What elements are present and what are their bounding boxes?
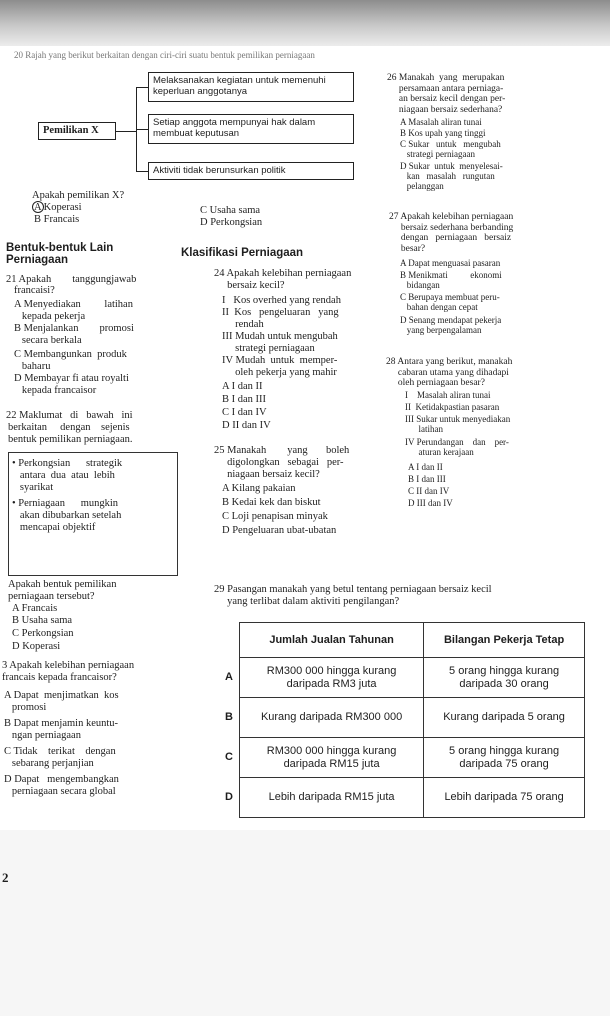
question-24-stem: 24 Apakah kelebihan perniagaan bersaiz kecil?: [214, 268, 352, 291]
option-24-a[interactable]: A I dan II: [222, 381, 263, 392]
option-26-a[interactable]: A Masalah aliran tunai: [400, 117, 482, 127]
statement-28-i: I Masalah aliran tunai: [405, 390, 491, 400]
option-28-c[interactable]: C II dan IV: [408, 486, 450, 496]
option-25-a[interactable]: A Kilang pakaian: [222, 483, 296, 494]
option-27-b[interactable]: B Menikmati ekonomi bidangan: [400, 270, 502, 290]
table-cell-sales: RM300 000 hingga kurang daripada RM15 juta: [240, 738, 424, 778]
option-22-c[interactable]: C Perkongsian: [12, 628, 74, 639]
option-20-a[interactable]: A Koperasi: [34, 202, 82, 213]
section-heading: Klasifikasi Perniagaan: [181, 247, 304, 259]
table-header: Bilangan Pekerja Tetap: [424, 623, 585, 658]
row-label: A: [225, 671, 233, 683]
option-22-d[interactable]: D Koperasi: [12, 641, 61, 652]
option-21-d[interactable]: D Membayar fi atau royalti kepada francaisor: [14, 373, 129, 396]
question-22-line1: 22 Maklumat di bawah ini: [6, 410, 133, 421]
statement-28-iv: IV Perundangan dan per- aturan kerajaan: [405, 437, 509, 457]
table-cell-workers: 5 orang hingga kurang daripada 75 orang: [424, 738, 585, 778]
table-row[interactable]: [225, 698, 585, 738]
table-cell-sales: Kurang daripada RM300 000: [240, 698, 424, 738]
table-header: Jumlah Jualan Tahunan: [240, 623, 424, 658]
option-23-b[interactable]: B Dapat menjamin keuntu- ngan perniagaan: [4, 718, 119, 741]
question-23-stem: 3 Apakah kelebihan perniagaan francais kepada francaisor?: [2, 660, 135, 683]
row-label: C: [225, 751, 233, 763]
option-28-d[interactable]: D III dan IV: [408, 498, 453, 508]
page-mark: 2: [2, 870, 9, 885]
option-25-d[interactable]: D Pengeluaran ubat-ubatan: [222, 525, 337, 536]
row-label: B: [225, 711, 233, 723]
option-27-c[interactable]: C Berupaya membuat peru- bahan dengan cepat: [400, 292, 500, 312]
table-row[interactable]: [225, 738, 585, 778]
answer-table: [225, 622, 585, 818]
option-25-b[interactable]: B Kedai kek dan biskut: [222, 497, 321, 508]
option-20-d[interactable]: D Perkongsian: [200, 217, 263, 228]
question-29-stem: 29 Pasangan manakah yang betul tentang perniagaan bersaiz kecil yang terlibat dalam aktiviti pengilangan?: [214, 584, 492, 607]
statement-24-i: I Kos overhed yang rendah: [222, 295, 341, 306]
option-23-c[interactable]: C Tidak terikat dengan sebarang perjanjian: [4, 746, 116, 769]
diagram-root-box: Pemilikan X: [38, 122, 116, 140]
option-23-a[interactable]: A Dapat menjimatkan kos promosi: [4, 690, 119, 713]
option-26-c[interactable]: C Sukar untuk mengubah strategi perniagaan: [400, 139, 501, 159]
option-20-c[interactable]: C Usaha sama: [200, 205, 261, 216]
option-24-d[interactable]: D II dan IV: [222, 420, 271, 431]
statement-28-iii: III Sukar untuk menyediakan latihan: [405, 414, 511, 434]
option-20-b[interactable]: B Francais: [34, 214, 80, 225]
question-21-line2: francaisi?: [14, 285, 55, 296]
option-21-c[interactable]: C Membangunkan produk baharu: [14, 349, 127, 372]
statement-24-ii: II Kos pengeluaran yang rendah: [222, 307, 339, 330]
option-21-a[interactable]: A Menyediakan latihan kepada pekerja: [14, 299, 133, 322]
option-23-d[interactable]: D Dapat mengembangkan perniagaan secara global: [4, 774, 119, 797]
question-20-intro: 20 Rajah yang berikut berkaitan dengan ciri-ciri suatu bentuk pemilikan perniagaan: [14, 50, 315, 60]
option-22-a[interactable]: A Francais: [12, 603, 58, 614]
option-27-d[interactable]: D Senang mendapat pekerja yang berpengalaman: [400, 315, 502, 335]
statement-24-iv: IV Mudah untuk memper- oleh pekerja yang mahir: [222, 355, 338, 378]
option-22-b[interactable]: B Usaha sama: [12, 615, 73, 626]
question-25-stem: 25 Manakah yang boleh digolongkan sebagai per- niagaan bersaiz kecil?: [214, 445, 350, 480]
section-heading-line1: Bentuk-bentuk Lain: [6, 242, 114, 254]
table-cell-sales: RM300 000 hingga kurang daripada RM3 juta: [240, 658, 424, 698]
row-label: D: [225, 791, 233, 803]
question-26-stem: 26 Manakah yang merupakan persamaan antara perniaga- an bersaiz kecil dengan per- niagaan bersaiz sederhana?: [387, 73, 506, 115]
option-26-b[interactable]: B Kos upah yang tinggi: [400, 128, 486, 138]
table-cell-workers: Lebih daripada 75 orang: [424, 778, 585, 818]
table-row[interactable]: [225, 778, 585, 818]
top-shadow-band: [0, 0, 610, 46]
info-bullet: • Perniagaan mungkin akan dibubarkan setelah mencapai objektif: [12, 498, 122, 533]
option-27-a[interactable]: A Dapat menguasai pasaran: [400, 258, 501, 268]
diagram-feature-box: Aktiviti tidak berunsurkan politik: [148, 162, 354, 180]
table-cell-workers: Kurang daripada 5 orang: [424, 698, 585, 738]
diagram-feature-box: Setiap anggota mempunyai hak dalam membuat keputusan: [148, 114, 354, 144]
question-20-stem: Apakah pemilikan X?: [32, 190, 125, 201]
diagram-connector: [136, 129, 148, 130]
section-heading-line2: Perniagaan: [6, 254, 68, 266]
question-22-line2: berkaitan dengan sejenis: [8, 422, 130, 433]
statement-24-iii: III Mudah untuk mengubah strategi perniagaan: [222, 331, 338, 354]
diagram-connector: [116, 131, 136, 132]
option-26-d[interactable]: D Sukar untuk menyelesai- kan masalah rungutan pelanggan: [400, 161, 503, 191]
option-25-c[interactable]: C Loji penapisan minyak: [222, 511, 328, 522]
question-27-stem: 27 Apakah kelebihan perniagaan bersaiz sederhana berbanding dengan perniagaan bersaiz besar?: [389, 212, 514, 254]
option-21-b[interactable]: B Menjalankan promosi secara berkala: [14, 323, 134, 346]
question-22-stem: Apakah bentuk pemilikan perniagaan tersebut?: [8, 579, 117, 602]
diagram-connector: [136, 171, 148, 172]
option-24-b[interactable]: B I dan III: [222, 394, 267, 405]
table-row[interactable]: [225, 658, 585, 698]
diagram-connector: [136, 87, 148, 88]
question-21-line1: 21 Apakah tanggungjawab: [6, 274, 137, 285]
diagram-feature-box: Melaksanakan kegiatan untuk memenuhi keperluan anggotanya: [148, 72, 354, 102]
table-cell-sales: Lebih daripada RM15 juta: [240, 778, 424, 818]
option-24-c[interactable]: C I dan IV: [222, 407, 267, 418]
option-28-b[interactable]: B I dan III: [408, 474, 446, 484]
page-bottom-margin: [0, 830, 610, 1016]
statement-28-ii: II Ketidakpastian pasaran: [405, 402, 500, 412]
option-28-a[interactable]: A I dan II: [408, 462, 443, 472]
info-bullet: • Perkongsian strategik antara dua atau lebih syarikat: [12, 458, 123, 493]
question-28-stem: 28 Antara yang berikut, manakah cabaran utama yang dihadapi oleh perniagaan besar?: [386, 357, 513, 388]
table-cell-workers: 5 orang hingga kurang daripada 30 orang: [424, 658, 585, 698]
question-22-line3: bentuk pemilikan perniagaan.: [8, 434, 133, 445]
